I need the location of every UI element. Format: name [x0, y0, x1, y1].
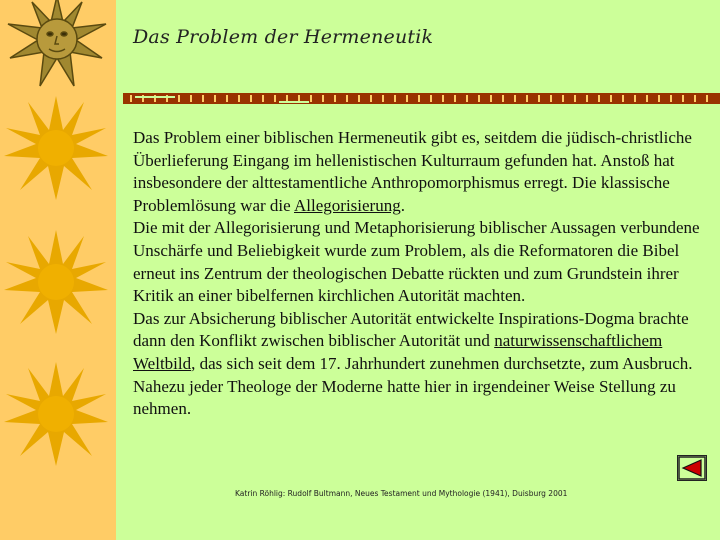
paragraph-2: Die mit der Allegorisierung und Metaphorisierung biblischer Aussagen verbundene Unschärfe und Beliebigkeit wurde zum Problem, als die Reformatoren die Bibel erneut ins Zentrum der theologischen Debatte rückten und zum Grundstein ihrer Kritik an einer bibelfernen kirchlichen Autorität machten.: [133, 218, 700, 306]
slide-title: Das Problem der Hermeneutik: [133, 26, 434, 48]
back-arrow-icon: [677, 455, 707, 481]
sun-icon: [2, 94, 110, 202]
paragraph-1-text: Das Problem einer biblischen Hermeneutik gibt es, seitdem die jüdisch-christliche Überlieferung Eingang im hellenistischen Kulturraum gefunden hat. Anstoß hat insbesondere der alttestamentliche Anthropomorphismus erregt. Die klassische Problemlösung war die: [133, 128, 692, 215]
paragraph-1-end: .: [400, 195, 405, 215]
citation-footer: Katrin Röhlig: Rudolf Bultmann, Neues Testament und Mythologie (1941), Duisburg 2001: [235, 489, 568, 498]
sun-icon: [2, 228, 110, 336]
decorative-sidebar: [0, 0, 116, 540]
paragraph-1: [133, 127, 715, 217]
sun-face-icon: [2, 0, 112, 90]
paragraph-3-text: Das zur Absicherung biblischer Autorität entwickelte Inspirations-Dogma brachte dann den Konflikt zwischen biblischer Autorität und: [133, 308, 689, 351]
paragraph-3: [133, 308, 715, 421]
back-button[interactable]: [677, 455, 707, 481]
allegorisierung-link[interactable]: Allegorisierung: [294, 195, 401, 215]
paragraph-3-end: , das sich seit dem 17. Jahrhundert zunehmen durchsetzte, zum Ausbruch. Nahezu jeder Theologe der Moderne hatte hier in irgendeiner Weise Stellung zu nehmen.: [133, 353, 693, 419]
title-divider: [123, 93, 720, 104]
slide-body: [133, 127, 715, 421]
sun-icon: [2, 360, 110, 468]
weltbild-link[interactable]: naturwissenschaftlichem Weltbild: [133, 331, 663, 373]
